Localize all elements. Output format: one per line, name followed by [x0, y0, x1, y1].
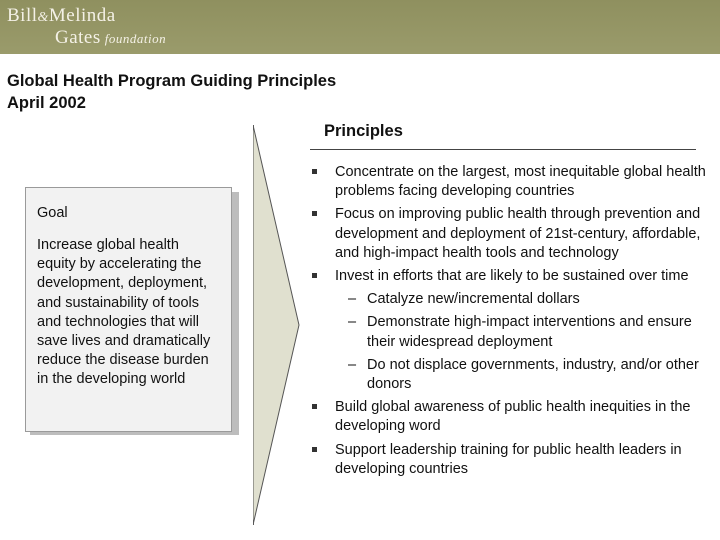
foundation-logo — [7, 6, 166, 49]
chevron-arrow-icon — [253, 125, 303, 525]
principle-text: Build global awareness of public health inequities in the developing word — [335, 399, 691, 435]
square-bullet-icon — [312, 211, 317, 216]
principles-divider — [310, 149, 696, 150]
dash-bullet: – — [348, 314, 357, 331]
principle-item — [310, 205, 710, 263]
principle-item — [310, 441, 710, 479]
goal-label: Goal — [37, 205, 68, 221]
square-bullet-icon — [312, 169, 317, 174]
principle-item — [310, 163, 710, 201]
title-line-1: Global Health Program Guiding Principles — [7, 72, 337, 90]
sub-principle-item — [335, 290, 710, 309]
logo-word-melinda: Melinda — [48, 5, 116, 26]
goal-box — [25, 187, 232, 432]
title-line-2: April 2002 — [7, 94, 86, 112]
principle-text: Focus on improving public health through prevention and development and deployment of 21st-century, affordable, and high-impact health tools and technology — [335, 206, 701, 261]
dash-bullet: – — [348, 291, 357, 308]
sub-principle-list — [335, 290, 710, 394]
goal-text: Increase global health equity by accelerating the development, deployment, and sustainability of tools and technologies that will save lives and dramatically reduce the disease burden in the developing world — [37, 237, 211, 388]
sub-principle-text: Catalyze new/incremental dollars — [367, 291, 580, 308]
principle-item — [310, 267, 710, 394]
logo-ampersand: & — [37, 10, 49, 25]
sub-principle-text: Demonstrate high-impact interventions and ensure their widespread deployment — [367, 314, 692, 350]
square-bullet-icon — [312, 404, 317, 409]
sub-principle-text: Do not displace governments, industry, and/or other donors — [367, 356, 699, 393]
principle-text: Concentrate on the largest, most inequitable global health problems facing developing countries — [335, 164, 706, 200]
square-bullet-icon — [312, 447, 317, 452]
header-banner — [0, 0, 720, 54]
principle-text: Support leadership training for public health leaders in developing countries — [335, 441, 682, 477]
square-bullet-icon — [312, 273, 317, 278]
principles-heading: Principles — [324, 122, 403, 140]
principle-item — [310, 398, 710, 436]
sub-principle-item — [335, 356, 710, 394]
principles-list — [310, 163, 710, 483]
sub-principle-item — [335, 313, 710, 351]
logo-word-bill: Bill — [7, 5, 38, 26]
logo-word-gates: Gates — [55, 27, 101, 48]
page-title — [7, 70, 336, 114]
principle-text: Invest in efforts that are likely to be sustained over time — [335, 268, 689, 285]
logo-word-foundation: foundation — [104, 31, 167, 46]
dash-bullet: – — [348, 356, 357, 373]
